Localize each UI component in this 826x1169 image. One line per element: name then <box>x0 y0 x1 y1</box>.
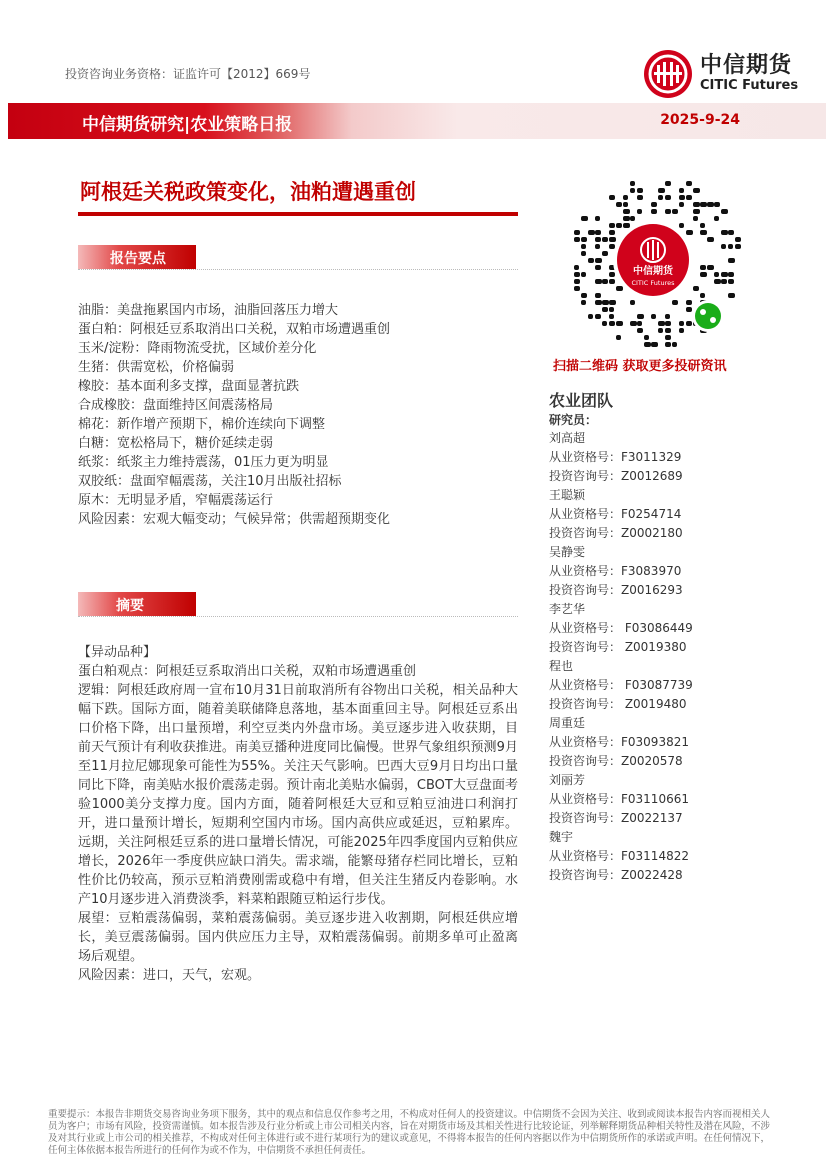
citic-emblem-icon <box>642 48 694 100</box>
key-point-item: 合成橡胶：盘面维持区间震荡格局 <box>78 398 274 413</box>
summary-outlook: 展望：豆粕震荡偏弱，菜粕震荡偏弱。美豆逐步进入收割期，阿根廷供应增长，美豆震荡偏弱。国内供应压力主导，双粕震荡偏弱。前期多单可止盈离场后观望。 <box>78 911 518 964</box>
member-name: 刘高超 <box>549 431 586 445</box>
key-point-item: 白糖：宽松格局下，糖价延续走弱 <box>78 436 274 451</box>
summary-heading: 摘要 <box>116 598 144 614</box>
member-card <box>549 714 689 771</box>
summary-header <box>78 592 518 617</box>
member-consult-id: 投资咨询号：Z0020578 <box>549 754 683 768</box>
summary-view: 蛋白粕观点：阿根廷豆系取消出口关税，双粕市场遭遇重创 <box>78 664 417 679</box>
member-consult-id: 投资咨询号： Z0019480 <box>549 697 687 711</box>
disclaimer: 重要提示：本报告非期货交易咨询业务项下服务，其中的观点和信息仅作参考之用，不构成对任何人的投资建议。中信期货不会因为关注、收到或阅读本报告内容而视相关人员为客户；市场有风险，投资需谨慎。如本报告涉及行业分析或上市公司相关内容，旨在对期货市场及其相关性进行比较论证，列举解释期货品种相关特性及潜在风险，不涉及对其行业或上市公司的相关推荐，不构成对任何主体进行或不进行某项行为的建议或意见，不得将本报告的任何内容据以作为中信期货所作的承诺或声明。在任何情况下，任何主体依据本报告所进行的任何作为或不作为，中信期货不承担任何责任。 <box>48 1109 771 1156</box>
key-point-item: 生猪：供需宽松，价格偏弱 <box>78 360 235 375</box>
member-qualification: 从业资格号：F0254714 <box>549 507 682 521</box>
report-date: 2025-9-24 <box>660 112 740 128</box>
key-points-heading: 报告要点 <box>110 251 166 267</box>
summary-risk: 风险因素：进口，天气，宏观。 <box>78 968 261 983</box>
member-name: 刘丽芳 <box>549 773 586 787</box>
summary-tag: 【异动品种】 <box>78 645 157 660</box>
qr-logo-en: CITIC Futures <box>631 279 675 287</box>
qr-logo-cn: 中信期货 <box>633 266 673 277</box>
summary-body <box>78 643 518 985</box>
section-tag <box>78 592 196 616</box>
member-qualification: 从业资格号：F3011329 <box>549 450 682 464</box>
member-card <box>549 771 689 828</box>
report-series-title: 中信期货研究|农业策略日报 <box>82 115 293 135</box>
member-card <box>549 543 683 600</box>
member-qualification: 从业资格号： F03086449 <box>549 621 693 635</box>
license-text: 投资咨询业务资格：证监许可【2012】669号 <box>65 67 311 81</box>
researcher-label: 研究员： <box>549 413 598 427</box>
member-consult-id: 投资咨询号：Z0022137 <box>549 811 683 825</box>
member-consult-id: 投资咨询号：Z0022428 <box>549 868 683 882</box>
key-point-item: 纸浆：纸浆主力维持震荡，01压力更为明显 <box>78 455 329 470</box>
member-consult-id: 投资咨询号：Z0012689 <box>549 469 683 483</box>
qr-code[interactable] <box>563 170 743 350</box>
key-point-item: 风险因素：宏观大幅变动；气候异常；供需超预期变化 <box>78 512 391 527</box>
key-points-header <box>78 245 518 270</box>
header-banner <box>8 103 826 139</box>
member-card <box>549 486 683 543</box>
key-point-item: 油脂：美盘拖累国内市场，油脂回落压力增大 <box>78 303 339 318</box>
key-point-item: 原木：无明显矛盾，窄幅震荡运行 <box>78 493 274 508</box>
qr-pattern-icon <box>563 170 743 350</box>
member-consult-id: 投资咨询号：Z0002180 <box>549 526 683 540</box>
title-underline <box>78 212 518 216</box>
member-name: 王聪颖 <box>549 488 586 502</box>
page-title: 阿根廷关税政策变化，油粕遭遇重创 <box>80 180 416 204</box>
logo-text-cn: 中信期货 <box>700 53 793 78</box>
summary-logic: 逻辑：阿根廷政府周一宣布10月31日前取消所有谷物出口关税，相关品种大幅下跌。国际方面，随着美联储降息落地，基本面重回主导。阿根廷豆系出口价格下降，出口量预增，利空豆类内外盘市场。美豆逐步进入收获期，目前天气预计有利收获推进。南美豆播种进度同比偏慢。世界气象组织预测9月至11月拉尼娜现象可能性为55%。关注天气影响。巴西大豆9月日均出口量同比下降，南美贴水报价震荡走弱。预计南北美贴水偏弱，CBOT大豆盘面考验1000美分支撑力度。国内方面，随着阿根廷大豆和豆粕豆油进口利润打开，进口量预计增长，短期利空国内市场。国内高供应或延迟，豆粕累库。远期，关注阿根廷豆系的进口量增长情况，可能2025年四季度国内豆粕供应增长，2026年一季度供应缺口消失。需求端，能繁母猪存栏同比增长，豆粕性价比仍较高，预示豆粕消费刚需或稳中有增，但关注生猪反内卷影响。水产10月逐步进入消费淡季，料菜粕跟随豆粕运行步伐。 <box>78 683 518 907</box>
citic-logo <box>640 46 810 102</box>
section-tag <box>78 245 196 269</box>
key-point-item: 双胶纸：盘面窄幅震荡，关注10月出版社招标 <box>78 474 342 489</box>
member-name: 魏宇 <box>549 830 574 844</box>
member-card <box>549 828 689 885</box>
member-card <box>549 429 683 486</box>
member-qualification: 从业资格号：F03110661 <box>549 792 689 806</box>
member-name: 李艺华 <box>549 602 586 616</box>
member-qualification: 从业资格号：F03093821 <box>549 735 689 749</box>
key-point-item: 玉米/淀粉：降雨物流受扰，区域价差分化 <box>78 341 317 356</box>
member-name: 周重廷 <box>549 716 586 730</box>
key-point-item: 棉花：新作增产预期下，棉价连续向下调整 <box>78 417 326 432</box>
member-qualification: 从业资格号：F03114822 <box>549 849 689 863</box>
member-card <box>549 600 693 657</box>
member-name: 程也 <box>549 659 574 673</box>
member-consult-id: 投资咨询号： Z0019380 <box>549 640 687 654</box>
member-card <box>549 657 693 714</box>
logo-text-en: CITIC Futures <box>700 78 799 93</box>
member-name: 吴静雯 <box>549 545 586 559</box>
key-point-item: 蛋白粕：阿根廷豆系取消出口关税，双粕市场遭遇重创 <box>78 322 391 337</box>
member-qualification: 从业资格号： F03087739 <box>549 678 693 692</box>
team-title: 农业团队 <box>549 391 614 410</box>
qr-caption: 扫描二维码 获取更多投研资讯 <box>553 359 727 374</box>
key-point-item: 橡胶：基本面利多支撑，盘面显著抗跌 <box>78 379 300 394</box>
member-qualification: 从业资格号：F3083970 <box>549 564 682 578</box>
member-consult-id: 投资咨询号：Z0016293 <box>549 583 683 597</box>
